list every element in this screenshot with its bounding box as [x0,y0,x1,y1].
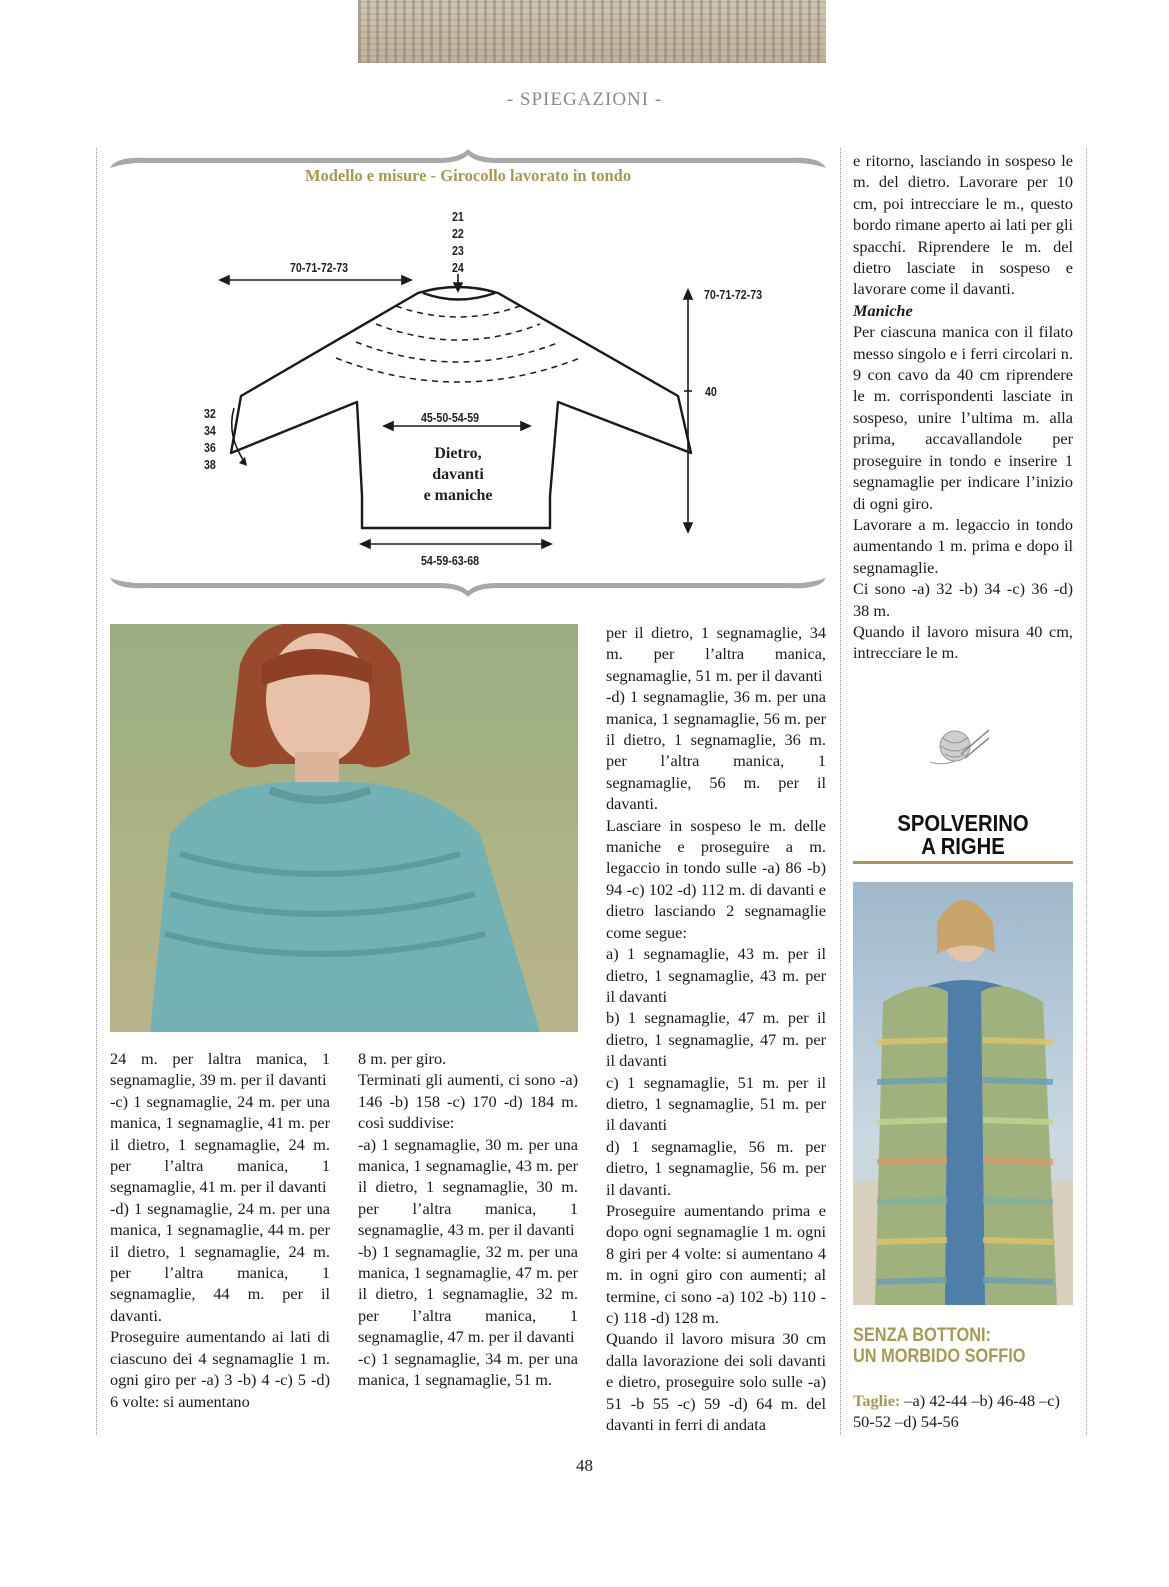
neck-size-list [452,208,464,276]
title-line: SPOLVERINO [897,810,1029,836]
text-column-4 [853,150,1073,664]
subtitle-line: SENZA BOTTONI: [853,1325,991,1346]
sizes-label: Taglie: [853,1391,901,1410]
neck-size: 23 [452,243,464,258]
paragraph: -c) 1 segnamaglie, 34 m. per una manica, 1 segnamaglie, 51 m. [358,1348,578,1390]
side-height-label: 40 [705,384,717,399]
paragraph: -d) 1 segnamaglie, 24 m. per una manica, 1 segnamaglie, 44 m. per il dietro, 1 segnamaglie, 24 m. per l’altra manica, 1 segnamaglie, 44 m. per il davanti. [110,1198,330,1325]
column-rule [840,148,841,1435]
cardigan-model-photo [853,882,1073,1305]
column-rule [1086,148,1087,1435]
paragraph: -c) 1 segnamaglie, 24 m. per una manica, 1 segnamaglie, 41 m. per il dietro, 1 segnamaglie, 24 m. per l’altra manica, 1 segnamaglie, 41 m. per il davanti [110,1091,330,1197]
sizes-line [853,1390,1073,1433]
neck-size: 22 [452,226,464,241]
neck-size: 24 [452,260,464,275]
yarn-ball-icon [925,724,991,768]
paragraph: -d) 1 segnamaglie, 36 m. per una manica, 1 segnamaglie, 56 m. per il dietro, 1 segnamaglie, 36 m. per l’altra manica, 1 segnamaglie, 56 m. per il davanti. [606,687,826,814]
paragraph: per il dietro, 1 segnamaglie, 34 m. per l’altra manica, segnamaglie, 51 m. per il davanti [606,623,826,685]
center-label-line: Dietro, [434,445,482,462]
knit-texture-photo [358,0,826,63]
subtitle-line: UN MORBIDO SOFFIO [853,1346,1026,1367]
hem-width-label: 54-59-63-68 [421,553,480,568]
neck-size: 21 [452,209,464,224]
paragraph: Terminati gli aumenti, ci sono -a) 146 -b) 158 -c) 170 -d) 184 m. così suddivise: [358,1070,578,1133]
paragraph: Proseguire aumentando prima e dopo ogni segnamaglie 1 m. ogni 8 giri per 4 volte: si aumentano 4 m. in ogni giro con aumenti; al termine, ci sono -a) 102 -b) 110 -c) 118 -d) 128 m. [606,1200,826,1327]
text-column-3 [606,622,826,1435]
sleeve-size: 32 [204,406,216,421]
section-label: - SPIEGAZIONI - [506,89,663,110]
sleeve-size: 34 [204,423,216,438]
right-height-label: 70-71-72-73 [704,287,763,302]
paragraph: 8 m. per giro. [358,1049,447,1068]
center-label-line: e maniche [423,487,493,504]
next-pattern-title [866,812,1060,858]
top-width-label: 70-71-72-73 [290,260,349,275]
paragraph: 24 m. per laltra manica, 1 segnamaglie, 39 m. per il davanti [110,1049,330,1090]
paragraph: b) 1 segnamaglie, 47 m. per il dietro, 1 segnamaglie, 47 m. per il davanti [606,1008,826,1071]
body-width-label: 45-50-54-59 [421,410,480,425]
paragraph: -a) 1 segnamaglie, 30 m. per una manica, 1 segnamaglie, 43 m. per il dietro, 1 segnamaglie, 30 m. per l’altra manica, 1 segnamaglie, 43 m. per il davanti [358,1134,578,1240]
sleeve-size: 38 [204,457,216,472]
paragraph: Per ciascuna manica con il filato messo singolo e i ferri circolari n. 9 con cavo da 40 cm riprendere le m. corrispondenti lasciate in sospeso, unire l’ultima m. alla prima, accavallandole per proseguire in tondo e inserire 1 segnamaglie per indicare l’inizio di ogni giro. [853,322,1073,513]
sweater-model-photo [110,624,578,1032]
paragraph: Ci sono -a) 32 -b) 34 -c) 36 -d) 38 m. [853,579,1073,620]
text-column-2 [358,1048,578,1391]
paragraph: Lavorare a m. legaccio in tondo aumentando 1 m. prima e dopo il segnamaglie. [853,514,1073,577]
sizes-text: –a) 42-44 –b) 46-48 –c) 50-52 –d) 54-56 [853,1391,1060,1432]
next-pattern-subtitle [853,1325,1042,1367]
column-rule [96,148,97,1435]
sleeve-size: 36 [204,440,216,455]
paragraph: Proseguire aumentando ai lati di ciascuno dei 4 segnamaglie 1 m. ogni giro per -a) 3 -b) 4 -c) 5 -d) 6 volte: si aumentano [110,1327,330,1411]
sleeve-size-list [204,405,216,473]
paragraph: Quando il lavoro misura 40 cm, intrecciare le m. [853,621,1073,663]
paragraph: -b) 1 segnamaglie, 32 m. per una manica, 1 segnamaglie, 47 m. per il dietro, 1 segnamaglie, 32 m. per l’altra manica, 1 segnamaglie, 47 m. per il davanti [358,1241,578,1347]
title-divider [853,861,1073,864]
paragraph: c) 1 segnamaglie, 51 m. per il dietro, 1 segnamaglie, 51 m. per il davanti [606,1072,826,1135]
title-line: A RIGHE [921,833,1005,859]
page-number: 48 [576,1456,593,1475]
subheading-maniche: Maniche [853,300,913,320]
diagram-drawing [108,146,828,601]
center-label-line: davanti [432,466,484,483]
measurement-diagram [108,146,828,601]
paragraph: d) 1 segnamaglie, 56 m. per dietro, 1 segnamaglie, 56 m. per il davanti. [606,1136,826,1199]
diagram-title: Modello e misure - Girocollo lavorato in tondo [304,166,632,185]
diagram-center-label [398,443,518,506]
text-column-1 [110,1048,330,1412]
paragraph: a) 1 segnamaglie, 43 m. per il dietro, 1 segnamaglie, 43 m. per il davanti [606,944,826,1006]
paragraph: e ritorno, lasciando in sospeso le m. del dietro. Lavorare per 10 cm, poi intrecciare le m., questo bordo rimane aperto ai lati per gli spacchi. Riprendere le m. del dietro lasciate in sospeso e lavorare come il davanti. [853,151,1073,299]
paragraph: Quando il lavoro misura 30 cm dalla lavorazione dei soli davanti e dietro, proseguire solo sulle -a) 51 -b 55 -c) 59 -d) 64 m. del davanti in ferri di andata [606,1329,826,1435]
paragraph: Lasciare in sospeso le m. delle maniche e proseguire a m. legaccio in tondo sulle -a) 86 -b) 94 -c) 102 -d) 112 m. di davanti e dietro lasciando 2 segnamaglie come segue: [606,815,826,942]
